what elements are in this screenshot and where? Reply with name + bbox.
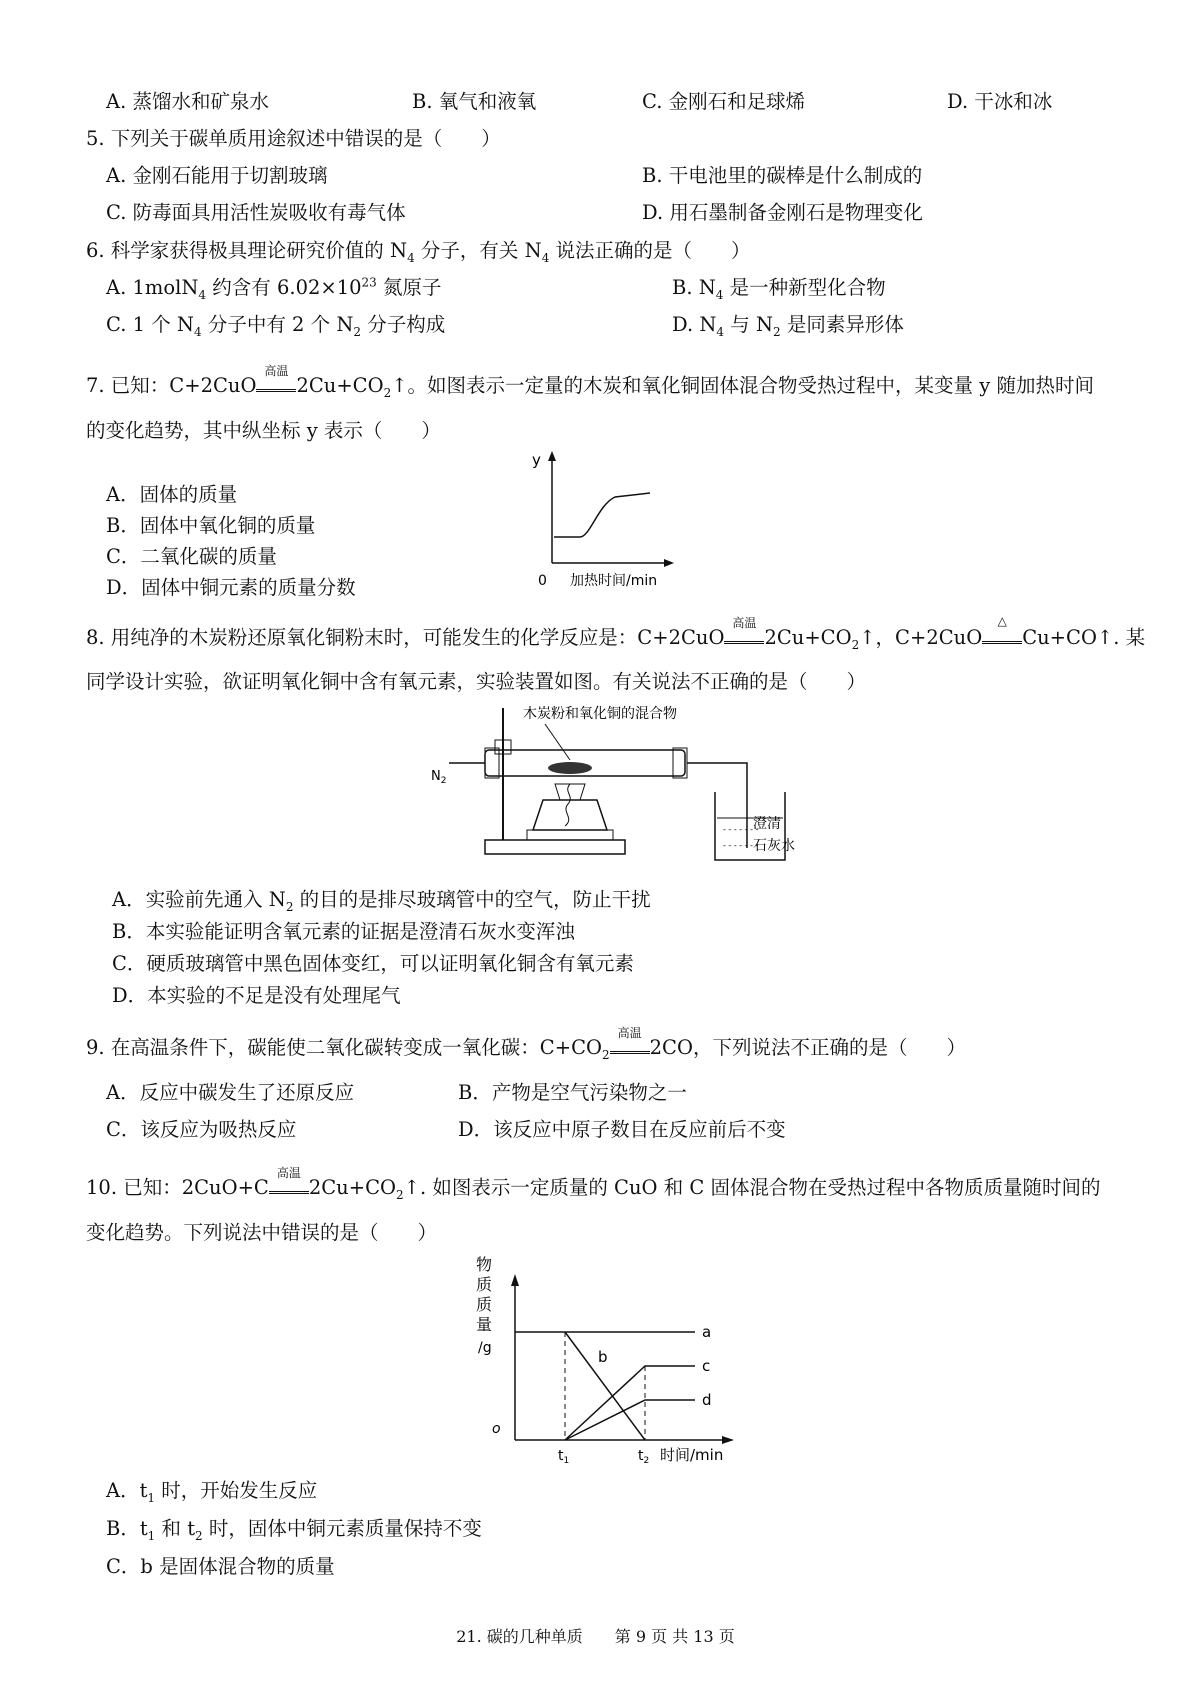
q6-option-c: C. 1 个 $N_4$ 分子中有 2 个 $N_2$ 分子构成 [106,313,446,339]
q7-graph-y-label: y [532,451,541,469]
q7-option-c: C．二氧化碳的质量 [106,545,277,568]
q10-graph [470,1250,750,1465]
q7-stem-line1: 7. 已知：C+2CuO 高温 $2Cu+CO_2↑$。如图表示一定量的木炭和氧化铜固体混合物受热过程中，某变量 y 随加热时间 [86,364,1094,400]
q7-graph [520,445,680,595]
q5-option-d: D. 用石墨制备金刚石是物理变化 [642,201,923,224]
q10-option-b: B．$t_1$ 和 $t_2$ 时，固体中铜元素质量保持不变 [106,1517,482,1543]
q10-origin: o [492,1421,501,1437]
q9-stem: 9. 在高温条件下，碳能使二氧化碳转变成一氧化碳：$C+CO_2$ 高温 2CO，下列说法不正确的是（ ） [86,1026,966,1062]
mixture-label: 木炭粉和氧化铜的混合物 [523,706,677,722]
q8-stem-line1: 8. 用纯净的木炭粉还原氧化铜粉末时，可能发生的化学反应是：C+2CuO 高温 $2Cu+CO_2↑$，C+2CuO △ Cu+CO↑. 某 [86,614,1146,652]
q8-option-b: B．本实验能证明含氧元素的证据是澄清石灰水变浑浊 [112,920,575,943]
q9-option-d: D．该反应中原子数目在反应前后不变 [458,1118,786,1141]
reaction-condition: 高温 [610,1041,650,1054]
q6-option-b: B. $N_4$ 是一种新型化合物 [672,276,886,302]
q10-x-label: 时间/min [660,1446,724,1464]
q10-y-label-3: 质 [476,1295,493,1314]
q5-option-c: C. 防毒面具用活性炭吸收有毒气体 [106,201,406,224]
q7-option-b: B．固体中氧化铜的质量 [106,514,316,537]
t1-label: $t_1$ [558,1448,570,1465]
q6-option-a: A. 1molN$_4$ 约含有 $6.02\times 10^{23}$ 氮原子 [106,275,442,302]
n2-label: $N_2$ [431,769,447,786]
q7-graph-origin: 0 [538,573,547,589]
q9-option-c: C．该反应为吸热反应 [106,1118,297,1141]
q10-y-label-2: 质 [476,1275,493,1294]
q10-option-c: C．b 是固体混合物的质量 [106,1555,335,1578]
t2-label: $t_2$ [638,1448,650,1465]
label-c: c [702,1357,711,1375]
q4-option-c: C. 金刚石和足球烯 [642,90,806,113]
label-b: b [598,1348,608,1366]
q6-option-d: D. $N_4$ 与 $N_2$ 是同素异形体 [672,313,904,339]
q10-y-unit: /g [478,1340,492,1356]
reaction-condition: △ [982,631,1022,644]
q4-option-d: D. 干冰和冰 [947,90,1053,113]
svg-text:- - - - - - -: - - - - - - - [723,841,759,850]
q4-option-b: B. 氧气和液氧 [412,90,537,113]
q7-graph-x-label: 加热时间/min [570,573,658,589]
line-c [565,1366,695,1440]
q8-apparatus-figure [425,700,805,870]
q5-option-b: B. 干电池里的碳棒是什么制成的 [642,164,923,187]
q10-y-label-4: 量 [476,1315,493,1334]
limewater-label-2: 石灰水 [753,838,795,854]
q10-y-label-1: 物 [476,1255,493,1274]
svg-text:- - - - - - -: - - - - - - - [723,825,759,834]
q10-stem-line1: 10. 已知：2CuO+C 高温 $2Cu+CO_2↑$. 如图表示一定质量的 CuO 和 C 固体混合物在受热过程中各物质质量随时间的 [86,1166,1101,1202]
q10-stem-line2: 变化趋势。下列说法中错误的是（ ） [86,1221,438,1244]
label-a: a [702,1323,712,1341]
page-footer: 21. 碳的几种单质 第 9 页 共 13 页 [456,1627,735,1646]
q8-stem-line2: 同学设计实验，欲证明氧化铜中含有氧元素，实验装置如图。有关说法不正确的是（ ） [86,670,867,693]
q7-stem-line2: 的变化趋势，其中纵坐标 y 表示（ ） [86,419,441,442]
alcohol-lamp [533,800,607,830]
q5-stem: 5. 下列关于碳单质用途叙述中错误的是（ ） [86,127,501,150]
q8-option-a: A．实验前先通入 $N_2$ 的目的是排尽玻璃管中的空气，防止干扰 [112,888,651,914]
q4-option-a: A. 蒸馏水和矿泉水 [106,90,269,113]
q6-stem: 6. 科学家获得极具理论研究价值的 $N_4$ 分子，有关 $N_4$ 说法正确的是（ ） [86,239,751,265]
q7-option-a: A．固体的质量 [106,483,238,506]
q7-graph-curve [554,493,650,537]
q5-option-a: A. 金刚石能用于切割玻璃 [106,164,328,187]
q9-option-b: B．产物是空气污染物之一 [458,1081,687,1104]
q8-option-c: C．硬质玻璃管中黑色固体变红，可以证明氧化铜含有氧元素 [112,952,634,975]
label-d: d [702,1391,712,1409]
q8-option-d: D．本实验的不足是没有处理尾气 [112,984,401,1007]
reaction-condition: 高温 [256,379,296,392]
q7-option-d: D．固体中铜元素的质量分数 [106,576,356,599]
mixture-powder [548,762,592,774]
limewater-label-1: 澄清 [753,816,781,832]
reaction-condition: 高温 [724,631,764,644]
reaction-condition: 高温 [269,1181,309,1194]
q10-option-a: A．$t_1$ 时，开始发生反应 [106,1479,318,1505]
q9-option-a: A．反应中碳发生了还原反应 [106,1081,355,1104]
